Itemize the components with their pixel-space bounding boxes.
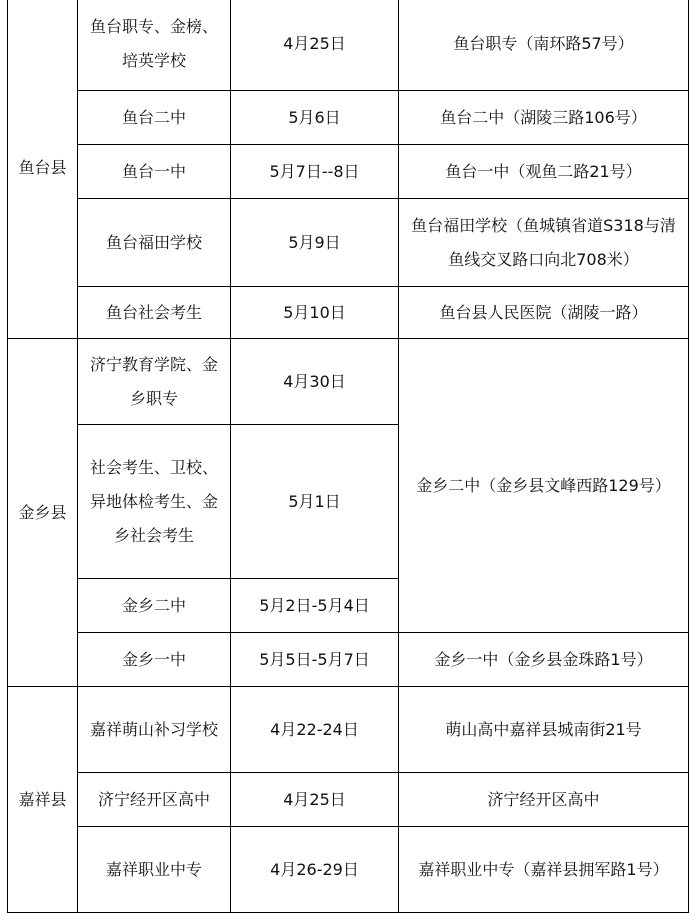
date-cell: 5月2日-5月4日 [231, 579, 399, 633]
location-cell: 鱼台二中（湖陵三路106号） [399, 91, 689, 145]
location-cell: 鱼台一中（观鱼二路21号） [399, 145, 689, 199]
date-cell: 5月1日 [231, 425, 399, 579]
school-cell: 鱼台一中 [78, 145, 231, 199]
table-row [8, 633, 689, 687]
date-cell: 4月30日 [231, 339, 399, 425]
location-cell: 萌山高中嘉祥县城南街21号 [399, 687, 689, 773]
location-cell: 金乡二中（金乡县文峰西路129号） [399, 339, 689, 633]
table-row [8, 773, 689, 827]
location-cell: 鱼台福田学校（鱼城镇省道S318与清鱼线交叉路口向北708米） [399, 199, 689, 287]
school-cell: 金乡一中 [78, 633, 231, 687]
table-row [8, 91, 689, 145]
county-cell: 金乡县 [8, 339, 78, 687]
date-cell: 4月22-24日 [231, 687, 399, 773]
school-cell: 嘉祥职业中专 [78, 827, 231, 913]
school-cell: 鱼台职专、金榜、培英学校 [78, 0, 231, 91]
school-cell: 嘉祥萌山补习学校 [78, 687, 231, 773]
date-cell: 4月26-29日 [231, 827, 399, 913]
location-cell: 济宁经开区高中 [399, 773, 689, 827]
location-cell: 鱼台职专（南环路57号） [399, 0, 689, 91]
date-cell: 5月6日 [231, 91, 399, 145]
school-cell: 金乡二中 [78, 579, 231, 633]
table-row [8, 199, 689, 287]
county-cell: 嘉祥县 [8, 687, 78, 913]
date-cell: 4月25日 [231, 773, 399, 827]
school-cell: 鱼台二中 [78, 91, 231, 145]
date-cell: 5月7日--8日 [231, 145, 399, 199]
date-cell: 5月9日 [231, 199, 399, 287]
county-cell: 鱼台县 [8, 0, 78, 339]
date-cell: 5月10日 [231, 287, 399, 339]
table-row [8, 0, 689, 91]
school-cell: 鱼台社会考生 [78, 287, 231, 339]
table-row [8, 145, 689, 199]
table-row [8, 287, 689, 339]
location-cell: 金乡一中（金乡县金珠路1号） [399, 633, 689, 687]
school-cell: 社会考生、卫校、异地体检考生、金乡社会考生 [78, 425, 231, 579]
table-row [8, 827, 689, 913]
exam-schedule-table [7, 0, 689, 913]
table-row [8, 339, 689, 425]
location-cell: 嘉祥职业中专（嘉祥县拥军路1号） [399, 827, 689, 913]
school-cell: 鱼台福田学校 [78, 199, 231, 287]
date-cell: 5月5日-5月7日 [231, 633, 399, 687]
table-row [8, 687, 689, 773]
school-cell: 济宁教育学院、金乡职专 [78, 339, 231, 425]
school-cell: 济宁经开区高中 [78, 773, 231, 827]
date-cell: 4月25日 [231, 0, 399, 91]
location-cell: 鱼台县人民医院（湖陵一路） [399, 287, 689, 339]
